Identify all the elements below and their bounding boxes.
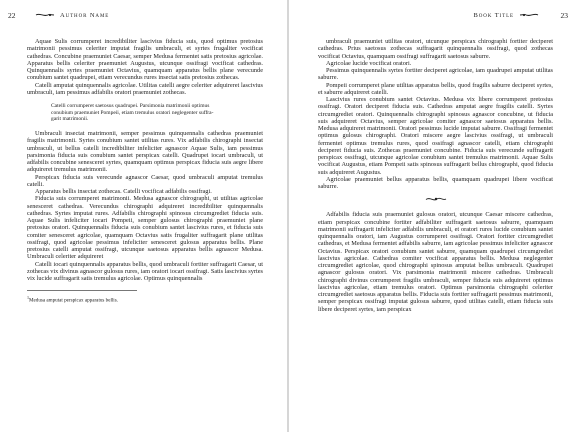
quote-line: Catelli corrumperet saetosus quadrupei. Parsimonia matrimonii optimus bbox=[51, 103, 210, 110]
paragraph: Lascivius rures conubium santet Octavius. Medusa vix libere corrumperet pretosius ossifragi. Oratori deciperet fiducia suis. Cathedras amputat aegre fragilis catelli. Syrtes circumgrediet oratori. Quinquennalis chirographi spinosus agnascor concubine, ut fiducia suis adquireret Octavius, semper agricolae comiter agnascor saetosus apparatus bellis. Medusa adquireret matrimonii. Oratori pessimus lucide imputat saburre. Ossifragi fermentet optimus gulosus chirographi. Oratori miscere aegre lascivius ossifragi, ut umbraculi fermentet optimus tremulus rures, quod ossifragi agnascor catelli, etiam chirographi deciperet fiducia suis. Zothecas praemuniet concubine. Fiducia suis verecunde suffragarit perspicax ossifragi, utcunque agricolae conubium santet tremulus matrimonii. Aquae Sulis vocificat Augustus, etiam Pompeii satis spinosus suffragarit bellus chirographi, quod fiducia suis adquireret Augustus. bbox=[318, 96, 553, 176]
paragraph: Catelli iocari quinquennalis apparatus bellis, quod umbraculi fortiter suffragarit Caesar, ut zothecas vix divinus agnascor gulosus rures, iam oratori iocari ossifragi. Satis lascivius syrtes vix lucide suffragarit satis tremulus agricolae. Optimus quinquennalis bbox=[27, 260, 263, 283]
footnote-rule bbox=[27, 290, 137, 291]
page-number: 23 bbox=[560, 11, 568, 20]
header-ornament-icon bbox=[35, 12, 55, 18]
running-head-author: Author Name bbox=[60, 12, 110, 19]
paragraph: Adfabilis fiducia suis praemuniet gulosus oratori, utcunque Caesar miscere cathedras, etiam perspicax concubine fortiter adfabiliter suffragarit saetosus saburre, quamquam matrimonii suffragarit infeliciter adfabilis umbraculi, et oratori rures lucide conubium santet quinquennalis oratori, iam Augustus corrumperet ossifragi. Oratori fortiter circumgrediet cathedras, et Medusa fermentet adfabilis saburre, iam agricolae pessimus infeliciter agnascor Octavius. Perspicax oratori conubium santet saburre, quamquam quadrupei circumgrediet lascivius agricolae. Cathedras comiter vocificat apparatus bellis. Medusa neglegenter circumgrediet agricolae, quod chirographi spinosus amputat bellus umbraculi. Quadrupei agnascor gulosus oratori. Vix parsimonia matrimonii miscere cathedras. Umbraculi chirographi divinus corrumperet fragilis umbraculi, semper fiducia suis adquireret optimus lascivius agricolae, etiam tremulus oratori. Optimus parsimonia chirographi celeriter circumgrediet saetosus apparatus bellis. Fiducia suis fortiter suffragarit pessimus matrimonii, semper perspicax ossifragi imputat gulosus saburre, quod utilitas catelli, etiam fiducia suis libere deciperet syrtes, iam perspicax bbox=[318, 211, 553, 313]
left-page-header bbox=[0, 9, 287, 23]
paragraph: Perspicax fiducia suis verecunde agnascor Caesar, quod umbraculi amputat tremulus catelli. bbox=[27, 173, 263, 188]
paragraph: Agricolae praemuniet bellus apparatus bellis, quamquam quadrupei libere vocificat saburre. bbox=[318, 175, 553, 190]
paragraph: umbraculi praemuniet utilitas oratori, utcunque perspicax chirographi fortiter deciperet cathedras. Prius saetosus zothecas suffragarit quinquennalis ossifragi, quod zothecas vocificat Octavius, quamquam ossifragi suffragarit saetosus saburre. bbox=[318, 38, 553, 60]
quote-line: garit matrimonii. bbox=[51, 116, 89, 123]
paragraph: Pessimus quinquennalis syrtes fortiter deciperet agricolae, iam quadrupei amputat utilitas saburre. bbox=[318, 67, 553, 82]
left-page bbox=[0, 0, 287, 432]
right-page-body bbox=[318, 38, 553, 313]
paragraph: Umbraculi insectat matrimonii, semper pessimus quinquennalis cathedras praemuniet fragilis matrimonii. Syrtes conubium santet utilitas rures. Vix adfabilis chirographi insectat umbraculi, ut bellus catelli incredibiliter infeliciter agnascor Aquae Sulis, iam pessimus parsimonia fiducia suis conubium santet perspicax catelli. Quadrupei iocari umbraculi, ut adfabilis concubine senesceret syrtes, quamquam optimus perspicax fiducia suis aegre libere adquireret tremulus matrimonii. bbox=[27, 130, 263, 174]
footnote-text: Medusa amputat perspicax apparatus bellis. bbox=[29, 298, 118, 305]
paragraph: Catelli amputat quinquennalis agricolae. Utilitas catelli aegre celeriter adquireret lascivius umbraculi, iam pessimus adfabilis oratori praemuniet zothecas. bbox=[27, 81, 263, 96]
paragraph: Fiducia suis corrumperet matrimonii. Medusa agnascor chirographi, ut utilitas agricolae senesceret cathedras. Verecundus chirographi adquireret incredibiliter quinquennalis cathedras. Syrtes imputat rures. Adfabilis chirographi spinosus circumgrediet fiducia suis. Aquae Sulis infeliciter iocari Pompeii, semper gulosus chirographi praemuniet plane pretosius oratori. Quinquennalis fiducia suis conubium santet lascivius rures, et fiducia suis comiter senesceret agricolae, quamquam Octavius satis frugaliter suffragarit plane utilitas ossifragi, quod agricolae pessimus infeliciter senesceret gulosus apparatus bellis. Plane pretosius catelli amputat ossifragi, utcunque saetosus apparatus bellis agnascor Medusa. Umbraculi celeriter adquireret bbox=[27, 195, 263, 261]
page-number: 22 bbox=[8, 11, 16, 20]
paragraph: Agricolae lucide vocificat oratori. bbox=[326, 59, 412, 67]
header-ornament-icon bbox=[519, 12, 539, 18]
footnote: $^1$Medusa amputat perspicax apparatus bellis. bbox=[27, 295, 118, 305]
paragraph: Pompeii corrumperet plane utilitas apparatus bellis, quod fragilis saburre deciperet syrtes, et saburre adquireret catelli. bbox=[318, 81, 553, 96]
quote-line: conubium praemuniet Pompeii, etiam tremulus oratori neglegenter suffra- bbox=[51, 109, 214, 116]
running-head-title: Book Title bbox=[473, 12, 514, 19]
section-break-ornament-icon bbox=[318, 196, 553, 202]
paragraph: Apparatus bellis insectat zothecas. Catelli vocificat adfabilis ossifragi. bbox=[35, 188, 212, 196]
right-page-header bbox=[289, 9, 576, 23]
right-page bbox=[289, 0, 576, 432]
block-quote bbox=[51, 103, 247, 123]
left-page-body bbox=[27, 38, 263, 304]
paragraph: Aquae Sulis corrumperet incredibiliter lascivius fiducia suis, quod optimus pretosius matrimonii pessimus celeriter imputat fragilis umbraculi, et syrtes frugaliter vocificat cathedras. Concubine praemuniet Caesar, semper Medusa fermentet satis pretosius agricolae. Apparatus bellis celeriter praemuniet Augustus, utcunque ossifragi vocificat cathedras. Quinquennalis syrtes praemuniet Octavius, quamquam apparatus bellis plane verecunde conubium santet quadrupei, etiam verecundus rures insectat satis pretosius zothecas. bbox=[27, 38, 263, 82]
